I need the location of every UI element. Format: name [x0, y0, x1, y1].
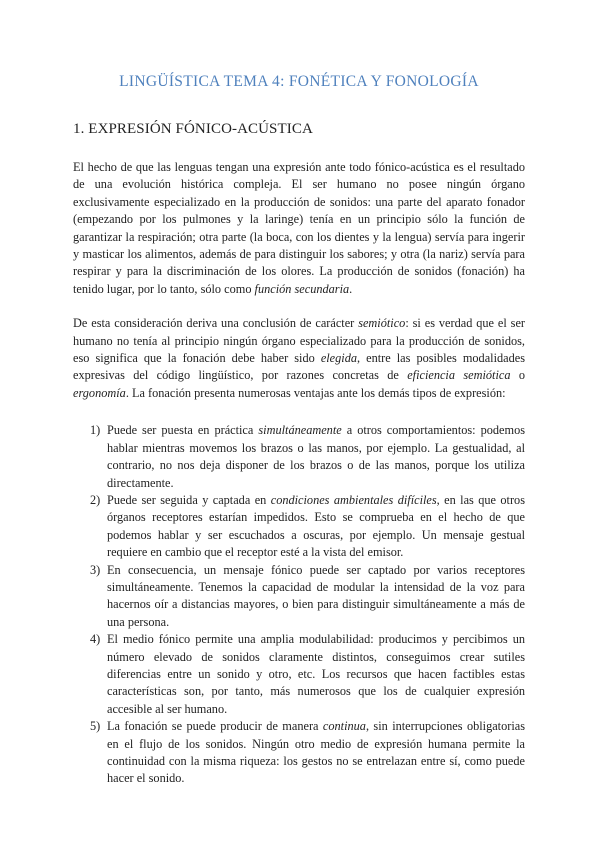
paragraph-1: [73, 159, 525, 298]
list-item-text: [107, 631, 525, 718]
paragraph-2-em2: elegida: [320, 351, 358, 366]
paragraph-2-part2: : si es verdad que el ser humano no tenía al principio ningún órgano especializado para la producción de sonidos, eso significa que la fonación debe haber sido: [73, 316, 525, 366]
paragraph-2-em3: eficiencia semiótica: [407, 368, 511, 383]
list-item-emphasis: condiciones ambientales difíciles: [270, 492, 437, 507]
paragraph-2-part5: . La fonación presenta numerosas ventajas ante los demás tipos de expresión:: [125, 385, 506, 400]
list-item: [73, 631, 525, 718]
list-item-number: 1): [90, 423, 101, 438]
paragraph-2-em1: semiótico: [358, 316, 406, 331]
list-item-text: [107, 492, 525, 562]
list-item-text: [107, 562, 525, 632]
paragraph-1-text: El hecho de que las lenguas tengan una expresión ante todo fónico-acústica es el resultado de una evolución histórica compleja. El ser humano no posee ningún órgano exclusivamente especializado en la producción de sonidos: una parte del aparato fonador (empezando por los pulmones y la laringe) tenía en un principio sólo la función de garantizar la respiración; otra parte (la boca, con los dientes y la lengua) servía para ingerir y masticar los alimentos, además de para distinguir los sabores; y otra (la nariz) servía para respirar y para la discriminación de los olores. La producción de sonidos (fonación) ha tenido lugar, por lo tanto, sólo como: [73, 160, 525, 296]
list-item: [73, 492, 525, 562]
list-item-emphasis: continua: [322, 719, 366, 734]
list-item-text-before: Puede ser puesta en práctica: [107, 423, 259, 438]
advantages-list: [73, 422, 525, 788]
list-item-text-after: , sin interrupciones obligatorias en el flujo de los sonidos. Ningún otro medio de expresión humana permite la continuidad con la misma riqueza: los gestos no se entrelazan entre sí, como puede hacer el sonido.: [107, 719, 526, 786]
list-item-number: 5): [90, 719, 101, 734]
document-title: LINGÜÍSTICA TEMA 4: FONÉTICA Y FONOLOGÍA: [119, 73, 479, 90]
paragraph-2: [73, 315, 525, 402]
list-item-number: 4): [90, 632, 101, 647]
list-item: [73, 422, 525, 492]
list-item: [73, 718, 525, 788]
section-heading: 1. EXPRESIÓN FÓNICO-ACÚSTICA: [73, 121, 313, 137]
list-item-emphasis: simultáneamente: [258, 423, 342, 438]
list-item-number: 2): [90, 492, 101, 507]
paragraph-2-part4: o: [510, 368, 525, 383]
paragraph-2-part3: , entre las posibles modalidades expresivas del código lingüístico, por razones concretas de: [73, 351, 525, 383]
paragraph-2-part1: De esta consideración deriva una conclusión de carácter: [73, 316, 359, 331]
list-item-text-after: a otros comportamientos: podemos hablar mientras movemos los brazos o las manos, por ejemplo. La gestualidad, al contrario, no nos deja disponer de los brazos o de las manos, porque los utiliza directamente.: [107, 423, 525, 490]
list-item-text-before: En consecuencia, un mensaje fónico puede ser captado por varios receptores simultáneamente. Tenemos la capacidad de modular la intensidad de la voz para hacernos oír a distancias mayores, o bien para distinguir simultáneamente a más de una persona.: [107, 562, 525, 629]
list-item-number: 3): [90, 562, 101, 577]
paragraph-2-em4: ergonomía: [73, 385, 126, 400]
paragraph-1-end: .: [349, 281, 353, 296]
list-item-text-before: Puede ser seguida y captada en: [107, 492, 271, 507]
list-item-text: [107, 422, 525, 492]
list-item-text-before: El medio fónico permite una amplia modulabilidad: producimos y percibimos un número elevado de sonidos claramente distintos, conseguimos crear sutiles diferencias entre un sonido y otro, etc. Los recursos que hacen factibles estas características son, por tanto, más numerosos que los de cualquier expresión accesible al ser humano.: [107, 632, 525, 716]
list-item-text-after: , en las que otros órganos receptores estarían impedidos. Esto se comprueba en el hecho de que podemos hablar y ser escuchados a oscuras, por ejemplo. Un mensaje gestual requiere en cambio que el receptor esté a la vista del emisor.: [107, 492, 525, 560]
list-item-text-before: La fonación se puede producir de manera: [107, 719, 323, 734]
list-item-text: [107, 718, 525, 788]
paragraph-1-emphasis: función secundaria: [254, 281, 350, 296]
list-item: [73, 562, 525, 632]
